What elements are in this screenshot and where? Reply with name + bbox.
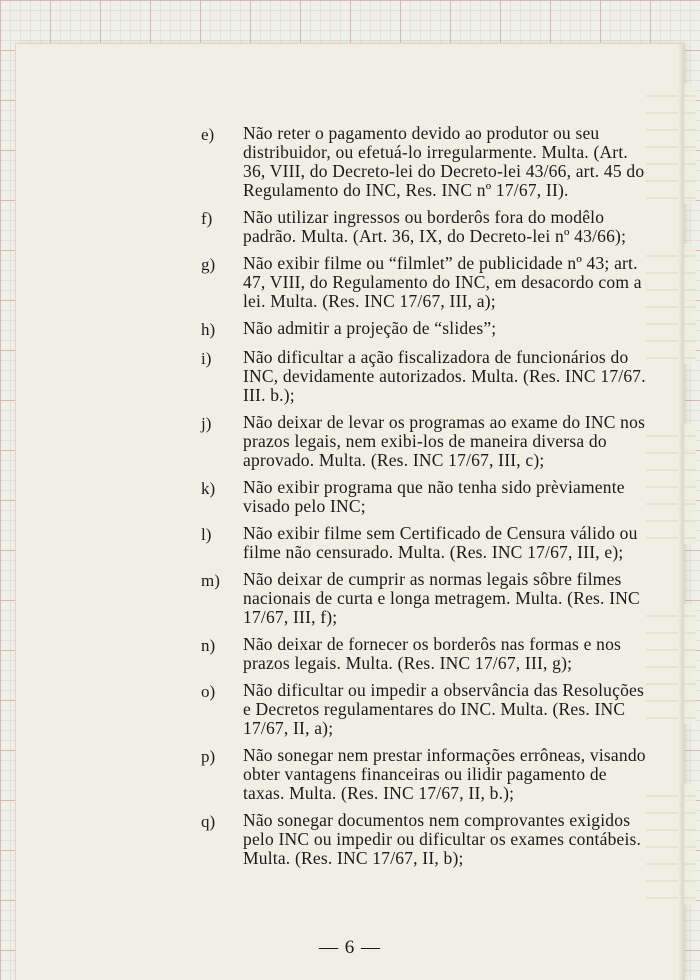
article-list	[201, 124, 651, 876]
list-item	[201, 478, 651, 516]
item-text: Não exibir filme ou “filmlet” de publicidade nº 43; art. 47, VIII, do Regulamento do INC, em desacordo com a lei. Multa. (Res. INC 17/67, III, a);	[243, 253, 642, 311]
item-text: Não utilizar ingressos ou borderôs fora do modêlo padrão. Multa. (Art. 36, IX, do Decreto-lei nº 43/66);	[243, 207, 627, 246]
list-item	[201, 635, 651, 673]
list-item	[201, 208, 651, 246]
page-number: — 6 —	[319, 937, 381, 958]
list-item	[201, 811, 651, 868]
list-item	[201, 124, 651, 200]
bleed-through-text	[646, 604, 696, 724]
item-letter: q)	[201, 812, 216, 831]
item-letter: h)	[201, 320, 216, 339]
item-letter: m)	[201, 571, 220, 590]
list-item	[201, 413, 651, 470]
bleed-through-text	[646, 424, 696, 544]
item-text: Não deixar de levar os programas ao exame do INC nos prazos legais, nem exibi-los de maneira diversa do aprovado. Multa. (Res. INC 17/67, III, c);	[243, 412, 646, 470]
item-text: Não reter o pagamento devido ao produtor ou seu distribuidor, ou efetuá-lo irregularmente. Multa. (Art. 36, VIII, do Decreto-lei do Decreto-lei 43/66, art. 45 do Regulamento do INC, Res. INC nº 17/67, II).	[243, 123, 645, 200]
list-item	[201, 254, 651, 311]
item-letter: p)	[201, 747, 216, 766]
bleed-through-text	[646, 244, 696, 364]
item-text: Não exibir programa que não tenha sido prèviamente visado pelo INC;	[243, 477, 625, 516]
item-text: Não dificultar a ação fiscalizadora de funcionários do INC, devidamente autorizados. Multa. (Res. INC 17/67. III. b.);	[243, 347, 646, 405]
item-letter: k)	[201, 479, 216, 498]
item-letter: i)	[201, 349, 212, 368]
item-text: Não admitir a projeção de “slides”;	[243, 318, 497, 338]
list-item	[201, 348, 651, 405]
item-text: Não deixar de cumprir as normas legais sôbre filmes nacionais de curta e longa metragem. Multa. (Res. INC 17/67, III, f);	[243, 569, 640, 627]
list-item	[201, 319, 651, 340]
bleed-through-text	[646, 784, 696, 904]
item-text: Não dificultar ou impedir a observância das Resoluções e Decretos regulamentares do INC. Multa. (Res. INC 17/67, II, a);	[243, 680, 645, 738]
item-letter: n)	[201, 636, 216, 655]
bleed-through-text	[646, 84, 696, 204]
item-text: Não exibir filme sem Certificado de Censura válido ou filme não censurado. Multa. (Res. INC 17/67, III, e);	[243, 523, 638, 562]
item-letter: l)	[201, 525, 212, 544]
item-text: Não sonegar documentos nem comprovantes exigidos pelo INC ou impedir ou dificultar os exames contábeis. Multa. (Res. INC 17/67, II, b);	[243, 810, 642, 868]
item-letter: g)	[201, 255, 216, 274]
item-letter: o)	[201, 682, 216, 701]
item-letter: j)	[201, 414, 212, 433]
item-text: Não sonegar nem prestar informações errôneas, visando obter vantagens financeiras ou ilidir pagamento de taxas. Multa. (Res. INC 17/67, II, b.);	[243, 745, 646, 803]
item-letter: e)	[201, 125, 215, 144]
page-edge	[678, 44, 684, 980]
list-item	[201, 524, 651, 562]
list-item	[201, 570, 651, 627]
list-item	[201, 681, 651, 738]
item-letter: f)	[201, 209, 213, 228]
item-text: Não deixar de fornecer os borderôs nas formas e nos prazos legais. Multa. (Res. INC 17/67, III, g);	[243, 634, 622, 673]
list-item	[201, 746, 651, 803]
document-page	[16, 44, 684, 980]
